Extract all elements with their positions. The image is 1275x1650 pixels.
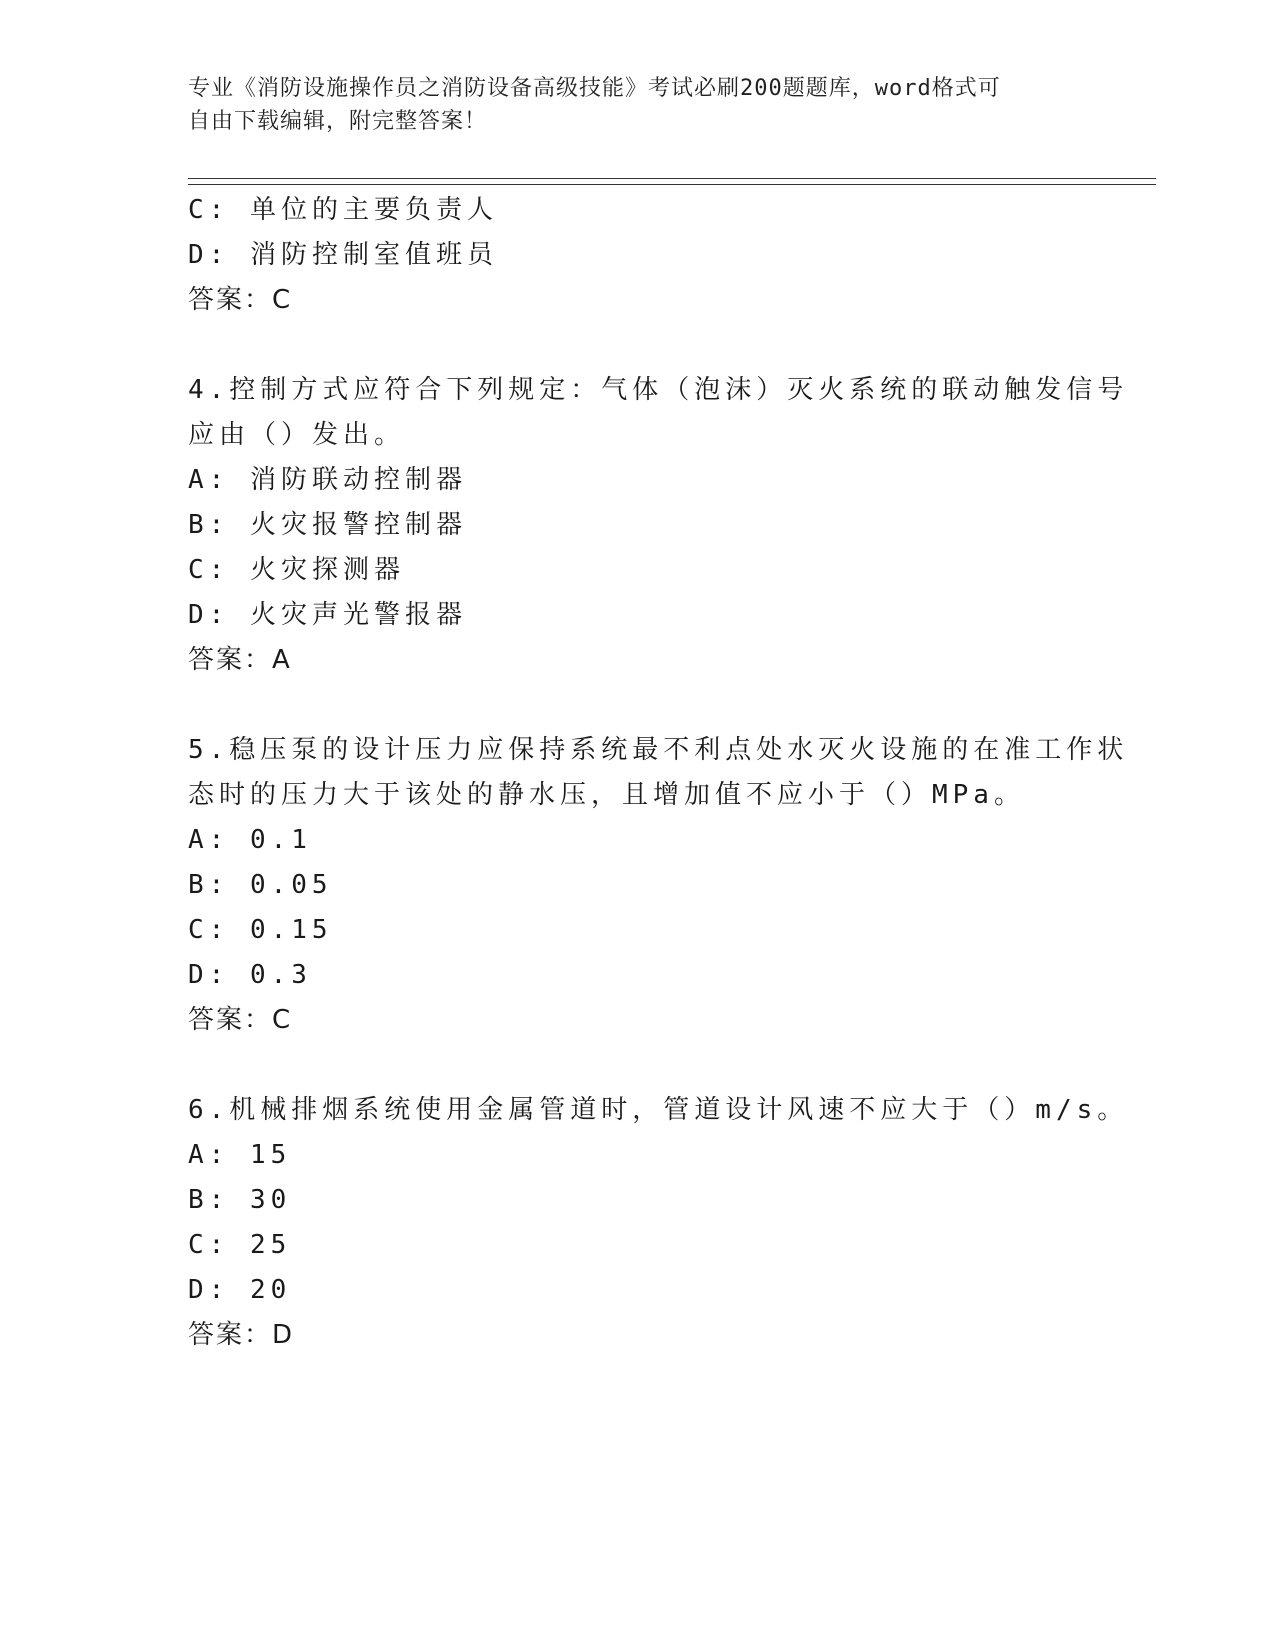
question-6-option-a: A: 15: [188, 1140, 292, 1170]
question-4-stem-line-1: 4.控制方式应符合下列规定：气体（泡沫）灭火系统的联动触发信号: [188, 375, 1129, 405]
header-line-2: 自由下载编辑，附完整答案！: [188, 109, 488, 134]
question-6-option-d: D: 20: [188, 1275, 292, 1305]
answer-line: 答案：C: [188, 285, 293, 315]
question-5-answer: 答案：C: [188, 1005, 293, 1035]
question-6-stem-line-1: 6.机械排烟系统使用金属管道时，管道设计风速不应大于（）m/s。: [188, 1095, 1129, 1125]
question-4-option-d: D: 火灾声光警报器: [188, 600, 467, 630]
document-header: [188, 72, 1068, 138]
question-6-answer: 答案：D: [188, 1320, 295, 1350]
question-4-stem-line-2: 应由（）发出。: [188, 420, 406, 450]
question-6-option-b: B: 30: [188, 1185, 292, 1215]
question-5-stem-line-2: 态时的压力大于该处的静水压，且增加值不应小于（）MPa。: [188, 780, 1025, 810]
question-5-option-d: D: 0.3: [188, 960, 312, 990]
question-5-option-c: C: 0.15: [188, 915, 333, 945]
question-5-option-b: B: 0.05: [188, 870, 333, 900]
header-divider-top: [188, 178, 1156, 179]
question-6-option-c: C: 25: [188, 1230, 292, 1260]
question-4-option-b: B: 火灾报警控制器: [188, 510, 467, 540]
header-divider-bottom: [188, 184, 1156, 185]
option-c: C: 单位的主要负责人: [188, 195, 498, 225]
header-line-1: 专业《消防设施操作员之消防设备高级技能》考试必刷200题题库，word格式可: [188, 76, 1001, 101]
question-5-stem-line-1: 5.稳压泵的设计压力应保持系统最不利点处水灭火设施的在准工作状: [188, 735, 1129, 765]
option-d: D: 消防控制室值班员: [188, 240, 498, 270]
question-5-option-a: A: 0.1: [188, 825, 312, 855]
question-4-option-a: A: 消防联动控制器: [188, 465, 467, 495]
question-4-option-c: C: 火灾探测器: [188, 555, 405, 585]
question-4-answer: 答案：A: [188, 645, 292, 675]
